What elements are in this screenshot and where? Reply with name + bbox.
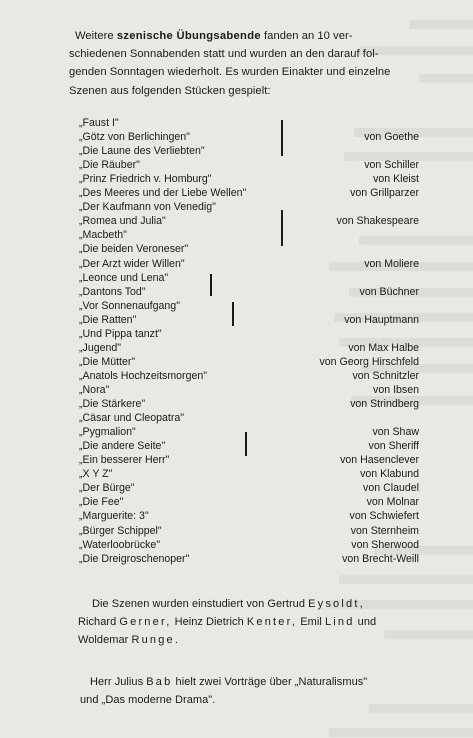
brace-buechner bbox=[210, 274, 212, 296]
play-title: „Marguerite: 3" bbox=[79, 510, 149, 523]
play-row bbox=[79, 286, 419, 299]
play-row bbox=[79, 300, 419, 313]
directors-text-d: und bbox=[354, 616, 377, 629]
play-row bbox=[79, 131, 419, 144]
play-title: „Die Dreigroschenoper" bbox=[79, 552, 190, 565]
directors-text-a: Richard bbox=[78, 616, 120, 629]
play-author: von Schnitzler bbox=[352, 369, 419, 382]
play-title: „Leonce und Lena" bbox=[79, 271, 169, 284]
play-title: „Die Fee" bbox=[79, 496, 124, 509]
play-title: „Der Bürge" bbox=[79, 482, 135, 495]
play-row bbox=[79, 525, 419, 538]
play-row bbox=[79, 496, 419, 509]
play-author: von Sternheim bbox=[350, 524, 419, 537]
play-author: von Brecht-Weill bbox=[342, 552, 419, 565]
lectures-text: Herr Julius bbox=[90, 676, 147, 688]
play-row bbox=[79, 539, 419, 552]
play-row bbox=[79, 468, 419, 481]
play-row bbox=[79, 145, 419, 158]
play-author: von Sheriff bbox=[368, 440, 419, 453]
play-row bbox=[79, 187, 419, 200]
lectures-line-2: und „Das moderne Drama". bbox=[80, 694, 216, 707]
play-title: „X Y Z" bbox=[79, 468, 113, 481]
play-author: von Schiller bbox=[364, 159, 419, 172]
director-kenter: Kenter, bbox=[246, 616, 298, 629]
directors-text: Die Szenen wurden einstudiert von Gertrud bbox=[92, 598, 309, 610]
intro-text: Weitere bbox=[75, 30, 117, 42]
play-title: „Jugend" bbox=[79, 341, 122, 354]
play-row bbox=[79, 159, 419, 172]
play-title: „Romea und Julia" bbox=[79, 215, 166, 228]
play-row bbox=[79, 454, 419, 467]
intro-line-3: genden Sonntagen wiederholt. Es wurden Einakter und einzelne bbox=[69, 66, 391, 79]
play-title: „Der Arzt wider Willen" bbox=[79, 257, 185, 270]
play-title: „Die andere Seite" bbox=[79, 440, 166, 453]
play-row bbox=[79, 384, 419, 397]
play-author: von Max Halbe bbox=[348, 341, 419, 354]
play-title: „Die Ratten" bbox=[79, 313, 137, 326]
intro-line-4: Szenen aus folgenden Stücken gespielt: bbox=[69, 84, 271, 97]
directors-text-b: Heinz Dietrich bbox=[171, 616, 247, 629]
play-row bbox=[79, 243, 419, 256]
play-title: „Der Kaufmann von Venedig" bbox=[79, 201, 216, 214]
brace-shakespeare bbox=[281, 210, 283, 246]
play-author: von Shaw bbox=[372, 426, 419, 439]
brace-shaw bbox=[245, 432, 247, 456]
director-runge: Runge. bbox=[131, 634, 181, 647]
play-author: von Büchner bbox=[359, 285, 419, 298]
play-author: von Claudel bbox=[363, 482, 419, 495]
play-row bbox=[79, 201, 419, 214]
play-title: „Pygmalion" bbox=[79, 426, 136, 439]
play-title: „Die Mütter" bbox=[79, 355, 136, 368]
director-eysoldt: Eysoldt, bbox=[308, 598, 365, 610]
play-row bbox=[79, 342, 419, 355]
play-author: von Hasenclever bbox=[340, 454, 419, 467]
play-title: „Macbeth" bbox=[79, 229, 127, 242]
directors-paragraph bbox=[80, 595, 465, 650]
intro-line-2: schiedenen Sonnabenden statt und wurden an den darauf fol- bbox=[69, 48, 379, 61]
play-row bbox=[79, 370, 419, 383]
play-title: „Die Laune des Verliebten" bbox=[79, 145, 205, 158]
directors-line-2 bbox=[78, 613, 465, 631]
lectures-line-1 bbox=[90, 673, 473, 691]
play-author: von Klabund bbox=[360, 468, 419, 481]
play-author: von Sherwood bbox=[351, 538, 419, 551]
play-row bbox=[79, 258, 419, 271]
play-row bbox=[79, 510, 419, 523]
play-row bbox=[79, 215, 419, 228]
intro-text-end: fanden an 10 ver- bbox=[260, 30, 353, 42]
play-author: von Kleist bbox=[373, 173, 419, 186]
play-row bbox=[79, 356, 419, 369]
play-title: „Faust I" bbox=[79, 117, 119, 129]
play-title: „Bürger Schippel" bbox=[79, 524, 162, 537]
brace-goethe bbox=[281, 120, 283, 156]
play-author: von Georg Hirschfeld bbox=[319, 355, 419, 368]
play-row bbox=[79, 314, 419, 327]
play-title: „Ein besserer Herr" bbox=[79, 454, 170, 467]
intro-line-1 bbox=[75, 27, 460, 45]
play-title: „Dantons Tod" bbox=[79, 285, 146, 298]
brace-hauptmann bbox=[232, 302, 234, 326]
play-row bbox=[79, 412, 419, 425]
play-title: „Prinz Friedrich v. Homburg" bbox=[79, 173, 212, 186]
play-title: „Nora" bbox=[79, 383, 110, 396]
play-author: von Moliere bbox=[364, 257, 419, 270]
play-author: von Hauptmann bbox=[344, 313, 419, 326]
play-title: „Die beiden Veroneser" bbox=[79, 243, 189, 256]
directors-line-1 bbox=[92, 595, 465, 613]
play-title: „Die Räuber" bbox=[79, 159, 140, 172]
director-gerner: Gerner, bbox=[119, 616, 172, 629]
play-row bbox=[79, 553, 419, 566]
play-title: „Cäsar und Cleopatra" bbox=[79, 412, 185, 425]
play-row bbox=[79, 272, 419, 285]
play-row bbox=[79, 440, 419, 453]
play-author: von Shakespeare bbox=[336, 215, 419, 228]
directors-line-3 bbox=[78, 631, 465, 649]
play-row bbox=[79, 173, 419, 186]
play-row bbox=[79, 482, 419, 495]
director-lind: Lind bbox=[324, 616, 355, 629]
play-title: „Die Stärkere" bbox=[79, 398, 146, 410]
play-author: von Schwiefert bbox=[349, 510, 419, 523]
play-row bbox=[79, 229, 419, 242]
lectures-paragraph bbox=[80, 673, 473, 709]
play-author: von Goethe bbox=[364, 131, 419, 144]
lecturer-bab: Bab bbox=[146, 676, 173, 688]
play-author: von Ibsen bbox=[373, 383, 419, 396]
play-author: von Molnar bbox=[366, 496, 419, 509]
play-title: „Anatols Hochzeitsmorgen" bbox=[79, 369, 207, 382]
play-row bbox=[79, 328, 419, 341]
play-row bbox=[79, 117, 419, 130]
play-row bbox=[79, 398, 419, 411]
intro-emphasis: szenische Übungsabende bbox=[116, 30, 261, 42]
play-row bbox=[79, 426, 419, 439]
intro-paragraph bbox=[69, 27, 460, 100]
play-title: „Des Meeres und der Liebe Wellen" bbox=[79, 187, 247, 200]
play-title: „Vor Sonnenaufgang" bbox=[79, 299, 180, 312]
play-title: „Und Pippa tanzt" bbox=[79, 327, 162, 340]
play-author: von Strindberg bbox=[350, 398, 419, 410]
play-title: „Waterloobrücke" bbox=[79, 538, 161, 551]
play-author: von Grillparzer bbox=[350, 187, 419, 200]
directors-text-e: Woldemar bbox=[78, 634, 132, 647]
lectures-text-end: hielt zwei Vorträge über „Naturalismus" bbox=[172, 676, 368, 688]
directors-text-c: Emil bbox=[297, 616, 325, 629]
play-title: „Götz von Berlichingen" bbox=[79, 131, 190, 144]
